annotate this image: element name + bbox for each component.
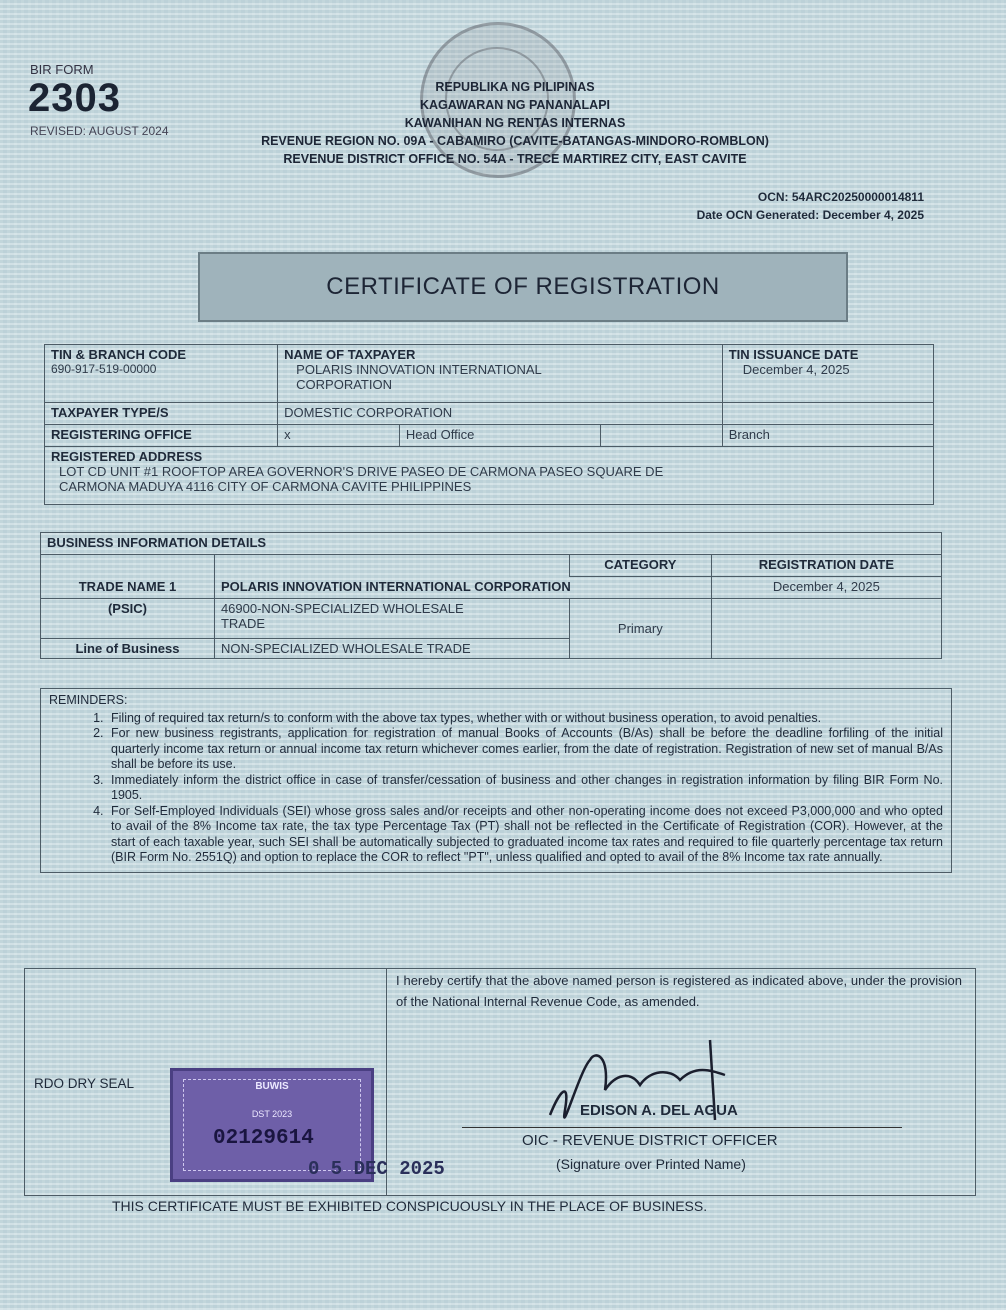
certificate-title: CERTIFICATE OF REGISTRATION [198,252,848,322]
address-line-2: CARMONA MADUYA 4116 CITY OF CARMONA CAVITE PHILIPPINES [59,479,472,494]
tin-label: TIN & BRANCH CODE [51,347,187,362]
trade-name-value: POLARIS INNOVATION INTERNATIONAL CORPORATION [220,579,571,594]
reg-date-label: REGISTRATION DATE [758,557,894,572]
reminder-item: 2. For new business registrants, application for registration of manual Books of Accounts (B/As) shall be before the deadline forfiling of the initial quarterly income tax return or annual income tax return whichever comes earlier, from the date of registration. Registration of new set of manual B/As shall be before its use. [107,726,943,773]
officer-name: EDISON A. DEL AGUA [580,1102,738,1119]
head-office-label: Head Office [405,427,475,442]
ocn-date: Date OCN Generated: December 4, 2025 [696,208,924,222]
category-value: Primary [617,621,663,636]
stamp-label: BUWIS [255,1081,289,1092]
line-of-business-label: Line of Business [75,641,180,656]
signature-caption: (Signature over Printed Name) [556,1156,746,1172]
business-table [40,532,942,659]
form-number: 2303 [28,76,121,120]
taxpayer-table [44,344,934,505]
office-label: REGISTERING OFFICE [51,427,192,442]
certification-statement: I hereby certify that the above named person is registered as indicated above, under the provision of the National Internal Revenue Code, as amended. [396,973,962,1009]
stamp-number: 02129614 [213,1127,314,1150]
name-value-2: CORPORATION [296,377,392,392]
header-bureau: KAWANIHAN NG RENTAS INTERNAS [404,116,626,130]
address-line-1: LOT CD UNIT #1 ROOFTOP AREA GOVERNOR'S DRIVE PASEO DE CARMONA PASEO SQUARE DE [59,464,664,479]
ocn-number: OCN: 54ARC20250000014811 [757,190,924,204]
name-value-1: POLARIS INNOVATION INTERNATIONAL [296,362,542,377]
officer-title: OIC - REVENUE DISTRICT OFFICER [522,1132,778,1149]
stamp-label-2: DST 2023 [251,1109,293,1119]
category-label: CATEGORY [604,557,677,572]
rdo-dry-seal-label: RDO DRY SEAL [34,1076,135,1091]
trade-name-label: TRADE NAME 1 [78,578,177,594]
issuance-value: December 4, 2025 [742,362,850,377]
type-label: TAXPAYER TYPE/S [51,405,169,420]
header-region: REVENUE REGION NO. 09A - CABAMIRO (CAVITE-BATANGAS-MINDORO-ROMBLON) [261,134,769,148]
header-republic: REPUBLIKA NG PILIPINAS [435,80,595,94]
name-label: NAME OF TAXPAYER [284,347,416,362]
psic-label: (PSIC) [107,601,147,616]
branch-label: Branch [728,427,770,442]
psic-value-2: TRADE [220,616,266,631]
psic-value-1: 46900-NON-SPECIALIZED WHOLESALE [220,601,464,616]
reminder-item: 3. Immediately inform the district office in case of transfer/cessation of business and other changes in registration information by filing BIR Form No. 1905. [107,773,943,804]
stamp-date: 0 5 DEC 2025 [308,1158,445,1180]
business-section-label: BUSINESS INFORMATION DETAILS [47,535,267,550]
address-label: REGISTERED ADDRESS [51,449,203,464]
head-office-mark: x [284,427,291,442]
header-department: KAGAWARAN NG PANANALAPI [419,98,611,112]
reminders-box [40,688,952,873]
reg-date-value: December 4, 2025 [772,579,880,594]
form-label: BIR FORM [30,62,94,77]
reminders-label: REMINDERS: [49,693,128,707]
form-revised: REVISED: AUGUST 2024 [30,124,169,138]
issuance-label: TIN ISSUANCE DATE [728,347,859,362]
footer-notice: THIS CERTIFICATE MUST BE EXHIBITED CONSPICUOUSLY IN THE PLACE OF BUSINESS. [112,1198,708,1214]
signature-line [462,1127,902,1128]
reminder-item: 1. Filing of required tax return/s to conform with the above tax types, whether with or without business operation, to avoid penalties. [107,711,943,727]
line-of-business-value: NON-SPECIALIZED WHOLESALE TRADE [220,641,471,656]
type-value: DOMESTIC CORPORATION [284,405,453,420]
reminder-item: 4. For Self-Employed Individuals (SEI) whose gross sales and/or receipts and other non-operating income does not exceed P3,000,000 and who opted to avail of the 8% Income tax rate, the tax type Percentage Tax (PT) shall not be reflected in the Certificate of Registration (COR). However, at the start of each taxable year, such SEI shall be automatically subjected to graduated income tax rates and required to file quarterly percentage tax return (BIR Form No. 2551Q) and option to replace the COR to reflect "PT", unless qualified and opted to avail of the 8% Income tax rate annually. [107,804,943,866]
tin-value: 690-917-519-00000 [51,362,157,376]
header-district: REVENUE DISTRICT OFFICE NO. 54A - TRECE MARTIREZ CITY, EAST CAVITE [283,152,747,166]
